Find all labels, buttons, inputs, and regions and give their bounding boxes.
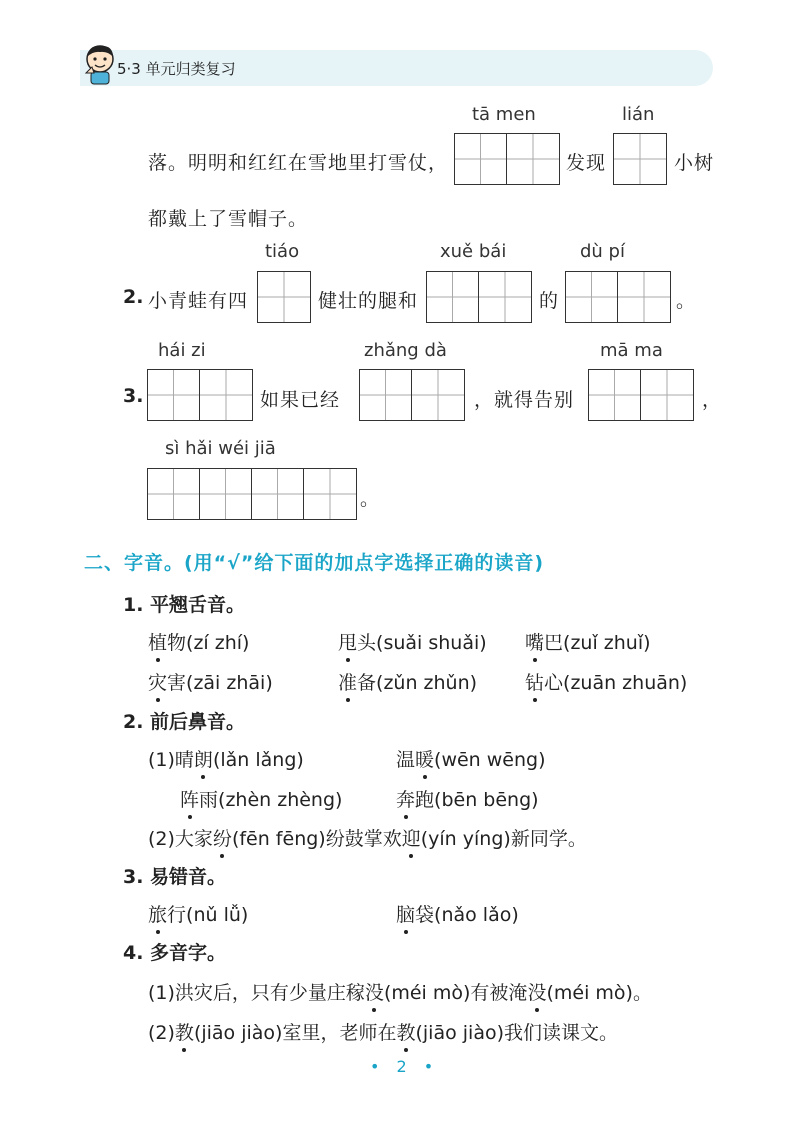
pinyin-xuebai: xuě bái — [440, 241, 507, 262]
writing-grid-xuebai[interactable] — [426, 271, 532, 323]
sentence-text: 落。明明和红红在雪地里打雪仗， — [148, 152, 449, 174]
sentence-text: 都戴上了雪帽子。 — [148, 208, 309, 230]
writing-grid-dupi[interactable] — [565, 271, 671, 323]
pinyin-options[interactable]: (bēn bēng) — [434, 789, 539, 811]
pinyin-options[interactable]: (jiāo jiào) — [415, 1022, 504, 1044]
writing-grid-mama[interactable] — [588, 369, 694, 421]
pinyin-options[interactable]: (wēn wēng) — [434, 749, 546, 771]
writing-grid-lian[interactable] — [613, 133, 667, 185]
question-number: 3. — [123, 385, 144, 407]
sentence-text: 健壮的腿和 — [318, 290, 419, 312]
reading-item: 阵雨(zhèn zhèng) — [180, 785, 342, 812]
pinyin-zhangda: zhǎng dà — [364, 340, 447, 361]
writing-grid-zhangda[interactable] — [359, 369, 465, 421]
sentence-text: 小树 — [674, 152, 715, 174]
subsection-title: 3. 易错音。 — [123, 866, 227, 888]
question-number: 2. — [123, 286, 144, 308]
pinyin-tiao: tiáo — [265, 241, 300, 262]
sentence-text: 如果已经 — [260, 389, 341, 411]
pinyin-tamen: tā men — [472, 104, 536, 125]
reading-item: 植物(zí zhí) — [148, 628, 249, 655]
reading-item: 钻心(zuān zhuān) — [525, 668, 687, 695]
writing-grid-tamen[interactable] — [454, 133, 560, 185]
pinyin-options[interactable]: (méi mò) — [383, 982, 471, 1004]
page-number: • 2 • — [370, 1057, 440, 1076]
pinyin-options[interactable]: (zhèn zhèng) — [218, 789, 343, 811]
pinyin-options[interactable]: (zuǐ zhuǐ) — [563, 632, 651, 654]
reading-item: 灾害(zāi zhāi) — [148, 668, 273, 695]
writing-grid-sihaiweijia[interactable] — [147, 468, 357, 520]
sentence-text: 小青蛙有四 — [148, 290, 249, 312]
pinyin-options[interactable]: (lǎn lǎng) — [212, 749, 304, 771]
reading-item: 嘴巴(zuǐ zhuǐ) — [525, 628, 651, 655]
pinyin-options[interactable]: (zí zhí) — [186, 632, 250, 654]
pinyin-mama: mā ma — [600, 340, 663, 361]
sentence-text: 。 — [676, 290, 697, 312]
writing-grid-tiao[interactable] — [257, 271, 311, 323]
reading-item: 温暖(wēn wēng) — [396, 745, 546, 772]
writing-grid-haizi[interactable] — [147, 369, 253, 421]
pinyin-options[interactable]: (jiāo jiào) — [193, 1022, 283, 1044]
pinyin-options[interactable]: (fēn fēng) — [231, 828, 326, 850]
reading-item: (2)教(jiāo jiào)室里，老师在教(jiāo jiào)我们读课文。 — [148, 1018, 618, 1045]
header-title: 5·3 单元归类复习 — [117, 60, 236, 78]
pinyin-options[interactable]: (nǔ lǚ) — [186, 904, 249, 926]
sentence-text: 。 — [360, 488, 381, 510]
sentence-text: ，就得告别 — [474, 389, 575, 411]
pinyin-options[interactable]: (zuān zhuān) — [563, 672, 688, 694]
subsection-title: 1. 平翘舌音。 — [123, 594, 246, 616]
pinyin-options[interactable]: (zǔn zhǔn) — [376, 672, 478, 694]
pinyin-lian: lián — [622, 104, 655, 125]
sentence-text: 发现 — [566, 152, 607, 174]
section-title: 二、字音。(用“√”给下面的加点字选择正确的读音) — [84, 552, 545, 574]
reading-item: (2)大家纷(fēn fēng)纷鼓掌欢迎(yín yíng)新同学。 — [148, 824, 587, 851]
pinyin-options[interactable]: (nǎo lǎo) — [434, 904, 519, 926]
pinyin-options[interactable]: (zāi zhāi) — [186, 672, 273, 694]
pinyin-sihaiweijia: sì hǎi wéi jiā — [165, 438, 276, 459]
pinyin-options[interactable]: (yín yíng) — [420, 828, 511, 850]
subsection-title: 4. 多音字。 — [123, 942, 227, 964]
sentence-text: 的 — [539, 290, 560, 312]
reading-item: 甩头(suǎi shuǎi) — [338, 628, 487, 655]
pinyin-haizi: hái zi — [158, 340, 206, 361]
boy-mascot-icon — [83, 43, 117, 85]
reading-item: 脑袋(nǎo lǎo) — [396, 900, 519, 927]
reading-item: 奔跑(bēn bēng) — [396, 785, 539, 812]
reading-item: (1)洪灾后，只有少量庄稼没(méi mò)有被淹没(méi mò)。 — [148, 978, 652, 1005]
reading-item: (1)晴朗(lǎn lǎng) — [148, 745, 304, 772]
pinyin-options[interactable]: (suǎi shuǎi) — [376, 632, 487, 654]
pinyin-options[interactable]: (méi mò) — [546, 982, 633, 1004]
subsection-title: 2. 前后鼻音。 — [123, 711, 246, 733]
sentence-text: ， — [702, 389, 723, 411]
reading-item: 旅行(nǔ lǚ) — [148, 900, 248, 927]
reading-item: 准备(zǔn zhǔn) — [338, 668, 477, 695]
pinyin-dupi: dù pí — [580, 241, 625, 262]
